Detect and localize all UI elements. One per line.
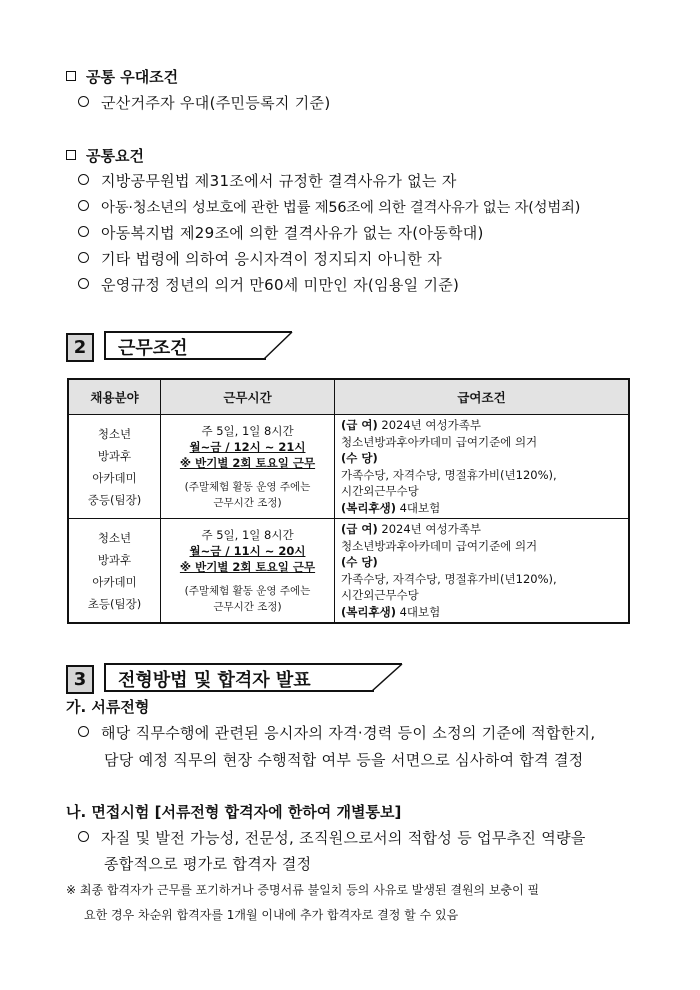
section-title: 근무조건 [118, 338, 188, 359]
section-title: 전형방법 및 합격자 발표 [118, 670, 311, 691]
section-number: 2 [66, 333, 94, 362]
pay-label: (수 당) [341, 555, 378, 569]
common-requirements-heading: 공통요건 [66, 145, 144, 166]
square-bullet-icon [66, 150, 76, 160]
sub-heading-document-screening: 가. 서류전형 [66, 698, 150, 716]
time-saturday-note: ※ 반기별 2회 토요일 근무 [179, 559, 316, 574]
field-line: 아카데미 [92, 574, 137, 589]
pay-salary [341, 417, 628, 434]
field-line: 중등(팀장) [87, 492, 142, 507]
pay-welfare [341, 500, 628, 517]
pay-value: 4대보험 [395, 500, 441, 515]
circle-bullet-icon [78, 226, 89, 237]
circle-bullet-icon [78, 726, 89, 737]
common-preference-heading: 공통 우대조건 [66, 66, 178, 87]
interview-detail-cont: 종합적으로 평가로 합격자 결정 [104, 855, 312, 873]
pay-value: 2024년 여성가족부 [377, 522, 481, 536]
circle-bullet-icon [78, 96, 89, 107]
time-hours: 월~금 / 11시 ~ 20시 [189, 543, 306, 558]
pay-line: 청소년방과후아카데미 급여기준에 의거 [341, 538, 538, 553]
field-line: 아카데미 [92, 470, 137, 485]
requirement-item: 아동복지법 제29조에 의한 결격사유가 없는 자(아동학대) [78, 222, 484, 243]
circle-bullet-icon [78, 252, 89, 263]
pay-label: (급 여) [341, 418, 378, 432]
pay-label: (급 여) [341, 522, 378, 536]
section-number: 3 [66, 665, 94, 694]
table-header-field: 채용분야 [68, 379, 161, 415]
pay-label: (복리후생) [341, 500, 396, 515]
table-header-time: 근무시간 [161, 379, 335, 415]
time-adjust-note: (주말체험 활동 운영 주에는 [184, 584, 311, 597]
circle-bullet-icon [78, 278, 89, 289]
final-note: ※ 최종 합격자가 근무를 포기하거나 증명서류 불일치 등의 사유로 발생된 결원의 보충이 필 [66, 883, 540, 897]
field-line: 방과후 [97, 448, 132, 463]
pay-label: (수 당) [341, 451, 378, 465]
time-adjust-note: (주말체험 활동 운영 주에는 [184, 480, 311, 493]
time-saturday-note: ※ 반기별 2회 토요일 근무 [179, 455, 316, 470]
table-row [68, 519, 629, 624]
pay-line: 청소년방과후아카데미 급여기준에 의거 [341, 434, 538, 449]
common-preference-item: 군산거주자 우대(주민등록지 기준) [78, 92, 331, 113]
time-days: 주 5일, 1일 8시간 [201, 527, 294, 542]
working-conditions-table [67, 378, 630, 624]
requirement-item: 운영규정 정년의 의거 만60세 미만인 자(임용일 기준) [78, 274, 459, 295]
time-cell [161, 519, 335, 624]
final-note-cont: 요한 경우 차순위 합격자를 1개월 이내에 추가 합격자로 결정 할 수 있음 [84, 908, 459, 922]
circle-bullet-icon [78, 174, 89, 185]
section-title-slant [262, 331, 294, 360]
circle-bullet-icon [78, 831, 89, 842]
pay-line: 시간외근무수당 [341, 484, 419, 498]
field-line: 초등(팀장) [87, 596, 142, 611]
circle-bullet-icon [78, 200, 89, 211]
time-cell [161, 415, 335, 519]
screening-detail-cont: 담당 예정 직무의 현장 수행적합 여부 등을 서면으로 심사하여 합격 결정 [104, 751, 584, 769]
field-cell [68, 519, 161, 624]
section-title-slant [370, 663, 404, 692]
field-line: 청소년 [97, 426, 132, 441]
requirement-item: 아동·청소년의 성보호에 관한 법률 제56조에 의한 결격사유가 없는 자(성범죄) [78, 196, 580, 217]
requirement-item: 기타 법령에 의하여 응시자격이 정지되지 아니한 자 [78, 248, 442, 269]
table-header-row [68, 379, 629, 415]
pay-value: 2024년 여성가족부 [377, 418, 481, 432]
requirement-item: 지방공무원법 제31조에서 규정한 결격사유가 없는 자 [78, 170, 457, 191]
screening-detail: 해당 직무수행에 관련된 응시자의 자격·경력 등이 소정의 기준에 적합한지, [78, 722, 595, 743]
pay-label: (복리후생) [341, 604, 396, 619]
table-header-pay: 급여조건 [335, 379, 630, 415]
time-days: 주 5일, 1일 8시간 [201, 423, 294, 438]
pay-welfare [341, 604, 628, 621]
pay-cell [335, 415, 630, 519]
time-hours: 월~금 / 12시 ~ 21시 [189, 439, 306, 454]
sub-heading-interview: 나. 면접시험 [서류전형 합격자에 한하여 개별통보] [66, 803, 402, 821]
pay-value: 4대보험 [395, 604, 441, 619]
interview-detail: 자질 및 발전 가능성, 전문성, 조직원으로서의 적합성 등 업무추진 역량을 [78, 827, 586, 848]
pay-line: 시간외근무수당 [341, 588, 419, 602]
field-line: 방과후 [97, 552, 132, 567]
square-bullet-icon [66, 71, 76, 81]
pay-line: 가족수당, 자격수당, 명절휴가비(년120%), [341, 571, 557, 586]
time-adjust-note: 근무시간 조정) [213, 600, 282, 613]
field-cell [68, 415, 161, 519]
pay-line: 가족수당, 자격수당, 명절휴가비(년120%), [341, 467, 557, 482]
time-adjust-note: 근무시간 조정) [213, 496, 282, 509]
pay-cell [335, 519, 630, 624]
field-line: 청소년 [97, 530, 132, 545]
pay-salary [341, 521, 628, 538]
table-row [68, 415, 629, 519]
